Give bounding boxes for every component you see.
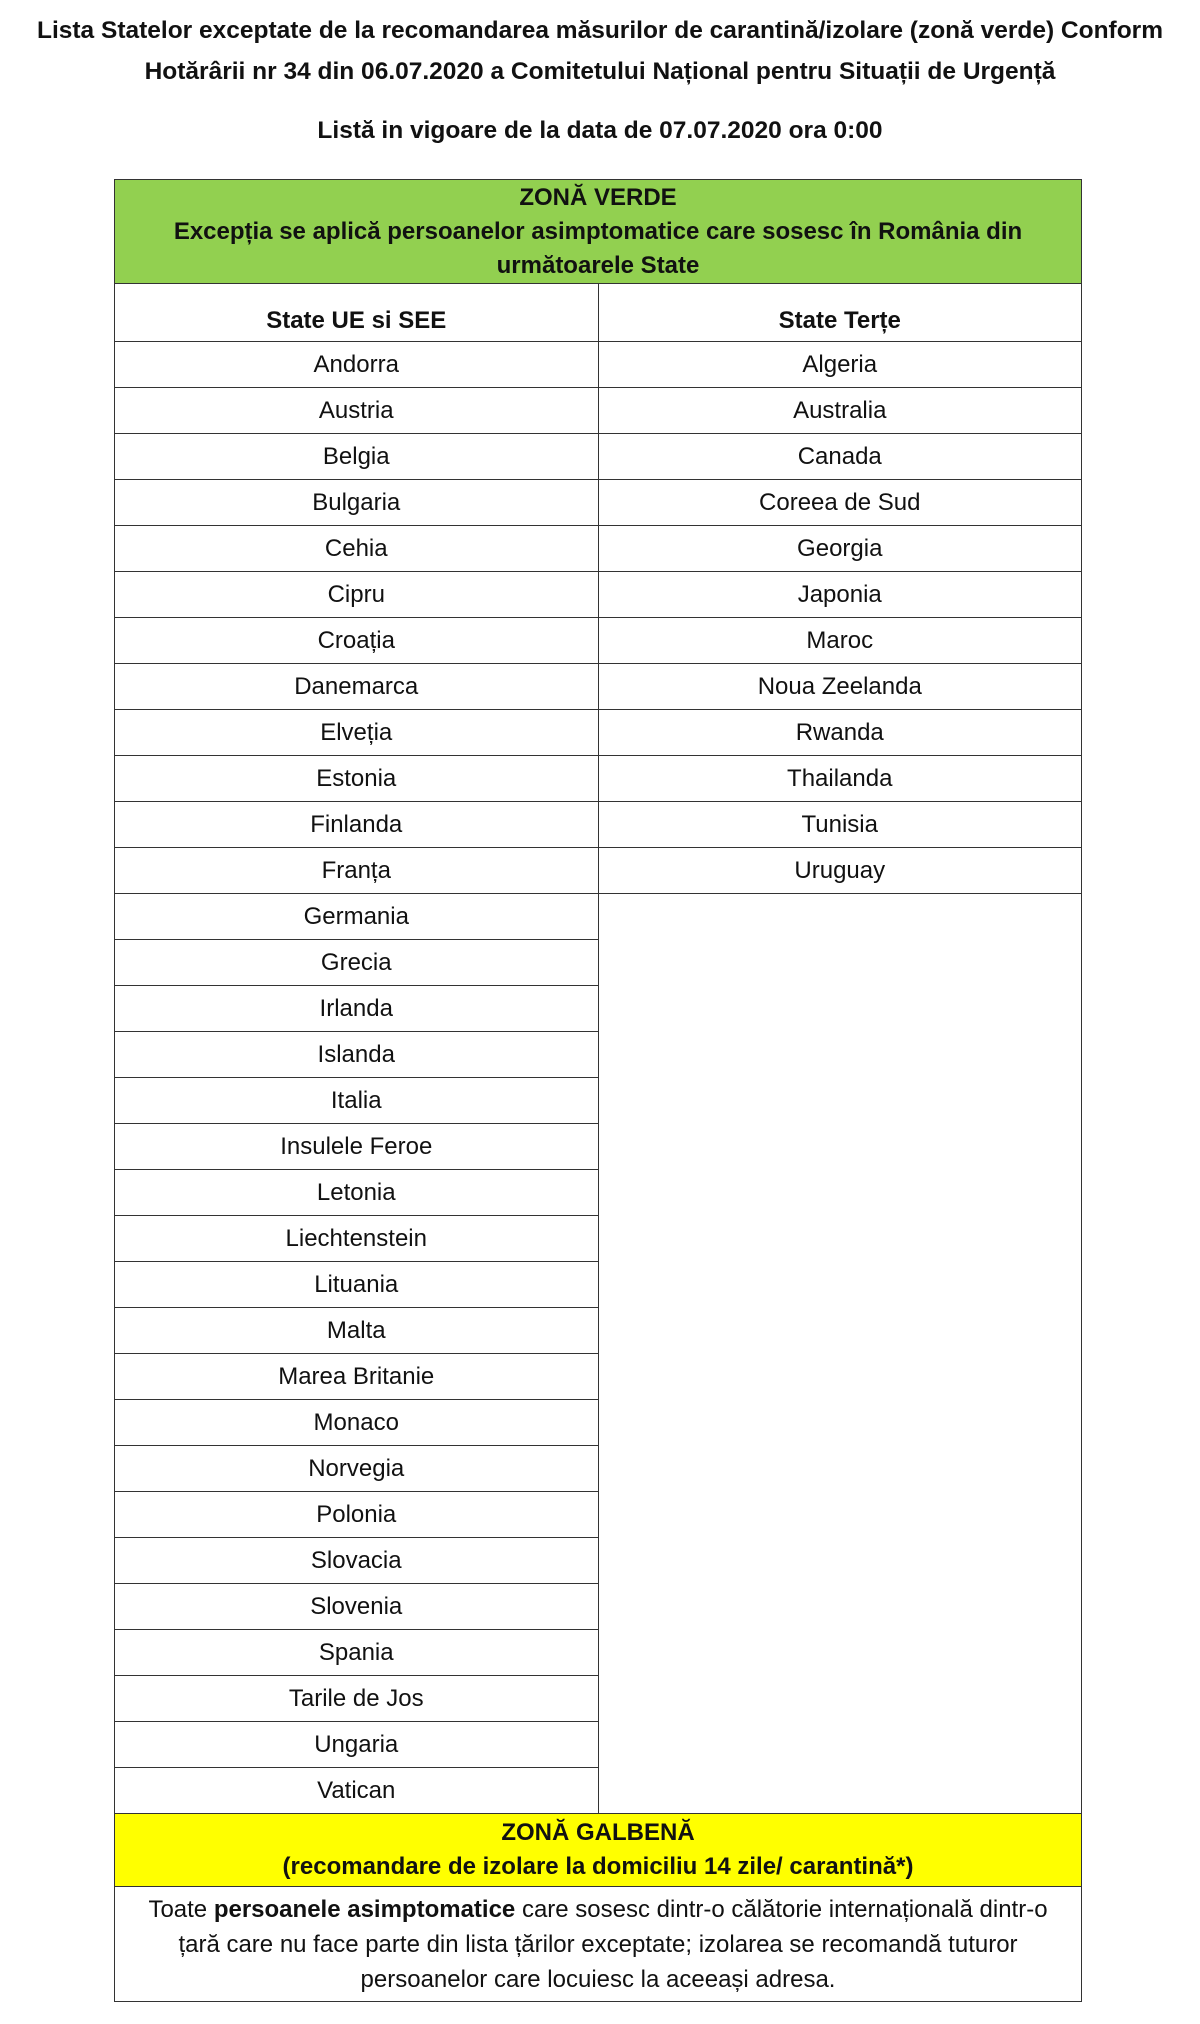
- column-header-third: State Terțe: [598, 284, 1082, 342]
- eu-state-cell: Cehia: [115, 526, 599, 572]
- note-bold: persoanele asimptomatice: [213, 1895, 516, 1923]
- third-state-cell: Noua Zeelanda: [598, 664, 1082, 710]
- yellow-zone-header: [115, 1814, 1082, 1887]
- table-row: [115, 342, 1082, 388]
- eu-state-cell: Bulgaria: [115, 480, 599, 526]
- green-zone-title: ZONĂ VERDE: [519, 184, 677, 211]
- third-state-cell: Maroc: [598, 618, 1082, 664]
- yellow-zone-subtitle: (recomandare de izolare la domiciliu 14 zile/ carantină*): [282, 1853, 914, 1880]
- eu-state-cell: Marea Britanie: [115, 1354, 599, 1400]
- note-prefix: Toate: [148, 1895, 214, 1923]
- eu-state-cell: Lituania: [115, 1262, 599, 1308]
- eu-state-cell: Finlanda: [115, 802, 599, 848]
- eu-state-cell: Letonia: [115, 1170, 599, 1216]
- eu-state-cell: Germania: [115, 894, 599, 940]
- effective-date: Listă in vigoare de la data de 07.07.2020 ora 0:00: [317, 117, 883, 144]
- eu-state-cell: Monaco: [115, 1400, 599, 1446]
- eu-state-cell: Belgia: [115, 434, 599, 480]
- eu-state-cell: Croația: [115, 618, 599, 664]
- eu-state-cell: Ungaria: [115, 1722, 599, 1768]
- third-state-cell: Japonia: [598, 572, 1082, 618]
- note-row: [115, 1887, 1082, 2002]
- green-zone-desc-line-2: următoarele State: [496, 252, 700, 279]
- table-row: [115, 572, 1082, 618]
- eu-state-cell: Polonia: [115, 1492, 599, 1538]
- third-state-cell: Coreea de Sud: [598, 480, 1082, 526]
- eu-state-cell: Slovacia: [115, 1538, 599, 1584]
- eu-state-cell: Malta: [115, 1308, 599, 1354]
- table-row: [115, 710, 1082, 756]
- eu-state-cell: Danemarca: [115, 664, 599, 710]
- table-row: [115, 388, 1082, 434]
- eu-state-cell: Franța: [115, 848, 599, 894]
- table-row: [115, 802, 1082, 848]
- yellow-zone-title: ZONĂ GALBENĂ: [501, 1819, 695, 1846]
- eu-state-cell: Austria: [115, 388, 599, 434]
- table-row: [115, 756, 1082, 802]
- title-line-2: Hotărârii nr 34 din 06.07.2020 a Comitetului Național pentru Situații de Urgență: [144, 58, 1056, 85]
- table-row: [115, 480, 1082, 526]
- table-row: [115, 848, 1082, 894]
- green-zone-header: [115, 180, 1082, 284]
- eu-state-cell: Andorra: [115, 342, 599, 388]
- eu-state-cell: Irlanda: [115, 986, 599, 1032]
- third-state-cell: Australia: [598, 388, 1082, 434]
- column-header-row: [115, 284, 1082, 342]
- third-state-cell: Thailanda: [598, 756, 1082, 802]
- eu-state-cell: Norvegia: [115, 1446, 599, 1492]
- note-text: [115, 1887, 1082, 2002]
- eu-state-cell: Islanda: [115, 1032, 599, 1078]
- column-header-eu: State UE si SEE: [115, 284, 599, 342]
- third-state-cell: Uruguay: [598, 848, 1082, 894]
- eu-state-cell: Grecia: [115, 940, 599, 986]
- eu-state-cell: Estonia: [115, 756, 599, 802]
- third-state-cell: Rwanda: [598, 710, 1082, 756]
- empty-third-cell: [598, 894, 1082, 1814]
- table-row: [115, 664, 1082, 710]
- document-title: [0, 10, 1200, 92]
- states-table: [114, 179, 1082, 2002]
- eu-state-cell: Spania: [115, 1630, 599, 1676]
- title-line-1: Lista Statelor exceptate de la recomandarea măsurilor de carantină/izolare (zonă verde) Conform: [36, 17, 1163, 44]
- table-row: [115, 618, 1082, 664]
- eu-state-cell: Cipru: [115, 572, 599, 618]
- table-row: [115, 434, 1082, 480]
- eu-state-cell: Insulele Feroe: [115, 1124, 599, 1170]
- eu-state-cell: Elveția: [115, 710, 599, 756]
- yellow-zone-row: [115, 1814, 1082, 1887]
- table-row: [115, 894, 1082, 940]
- green-zone-row: [115, 180, 1082, 284]
- third-state-cell: Tunisia: [598, 802, 1082, 848]
- eu-state-cell: Slovenia: [115, 1584, 599, 1630]
- note-rest: care sosesc dintr-o călătorie internațională dintr-o țară care nu face parte din lista țărilor exceptate; izolarea se recomandă tuturor persoanelor care locuiesc la aceeași adresa.: [178, 1895, 1048, 1993]
- table-row: [115, 526, 1082, 572]
- eu-state-cell: Italia: [115, 1078, 599, 1124]
- third-state-cell: Canada: [598, 434, 1082, 480]
- third-state-cell: Georgia: [598, 526, 1082, 572]
- eu-state-cell: Vatican: [115, 1768, 599, 1814]
- eu-state-cell: Liechtenstein: [115, 1216, 599, 1262]
- third-state-cell: Algeria: [598, 342, 1082, 388]
- green-zone-desc-line-1: Excepția se aplică persoanelor asimptomatice care sosesc în România din: [173, 218, 1023, 245]
- eu-state-cell: Tarile de Jos: [115, 1676, 599, 1722]
